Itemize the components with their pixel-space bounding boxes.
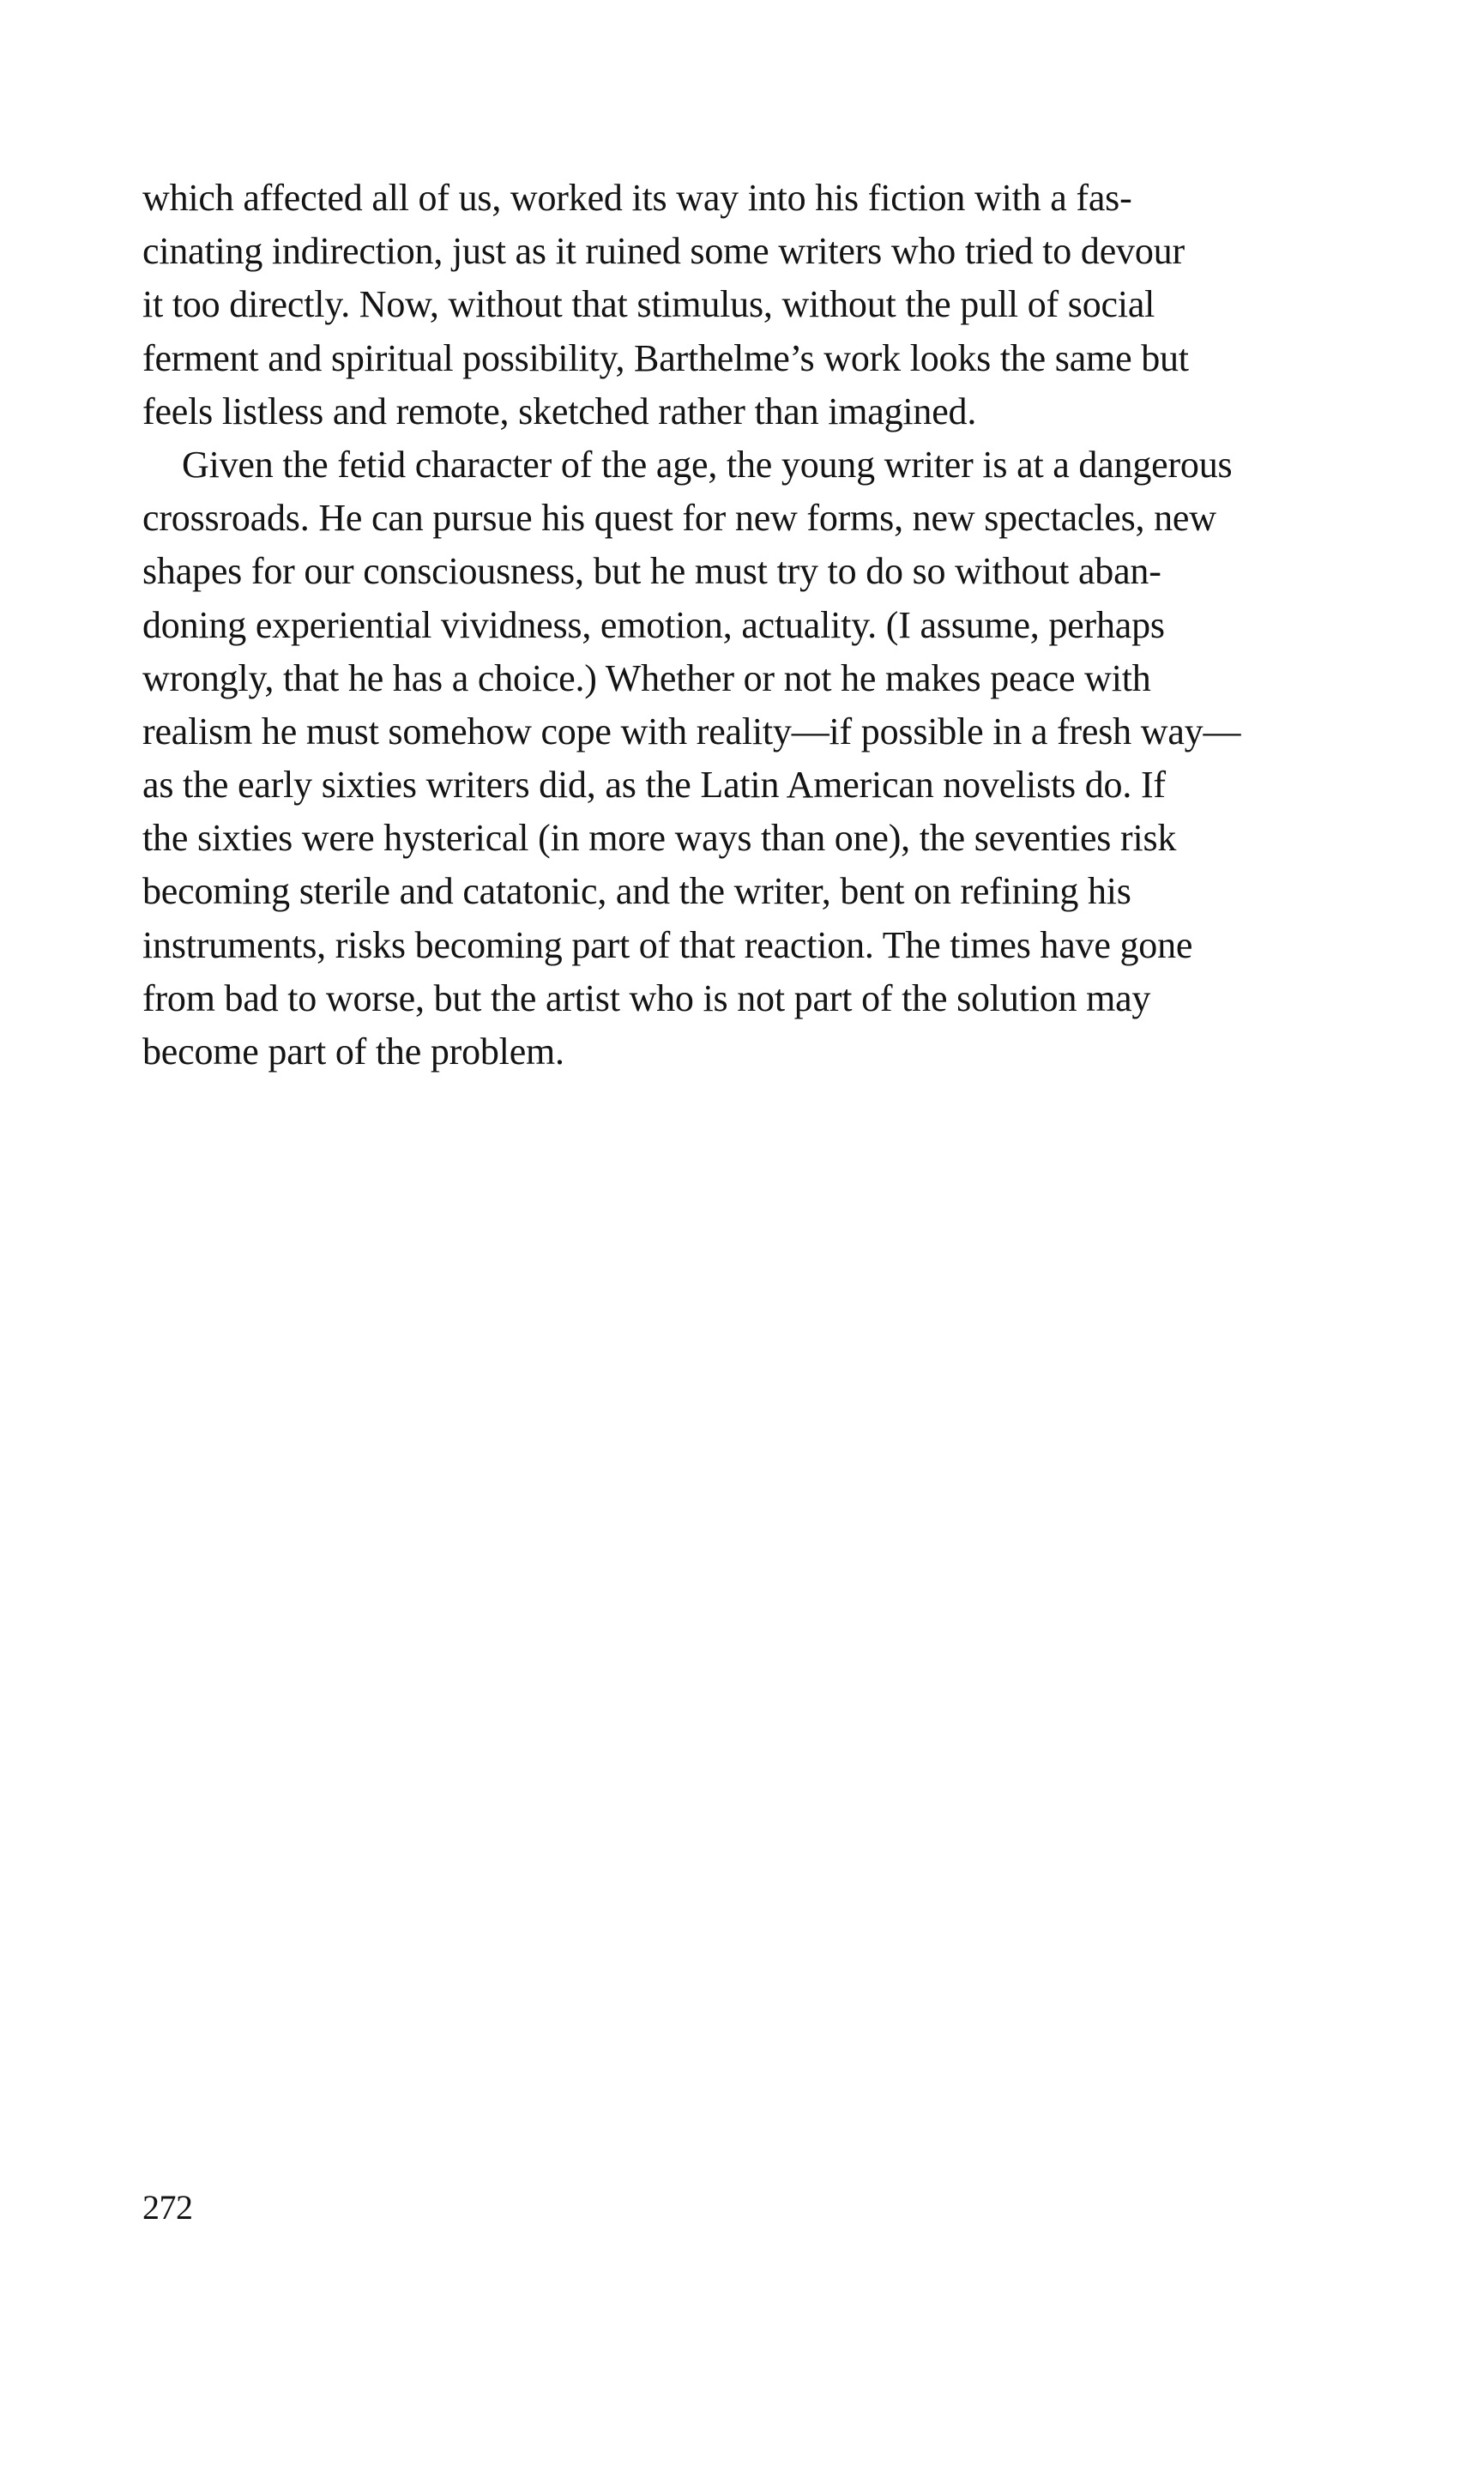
text-line: cinating indirection, just as it ruined some writers who tried to devour bbox=[142, 230, 1185, 273]
text-line: doning experiential vividness, emotion, actuality. (I assume, perhaps bbox=[142, 603, 1165, 646]
text-line: the sixties were hysterical (in more ways than one), the seventies risk bbox=[142, 817, 1177, 860]
text-line: it too directly. Now, without that stimulus, without the pull of social bbox=[142, 283, 1155, 326]
body-text bbox=[142, 172, 1360, 1079]
text-line: shapes for our consciousness, but he must try to do so without aban- bbox=[142, 550, 1161, 593]
text-line: wrongly, that he has a choice.) Whether or not he makes peace with bbox=[142, 656, 1151, 699]
text-line: feels listless and remote, sketched rather than imagined. bbox=[142, 390, 977, 432]
text-line: from bad to worse, but the artist who is not part of the solution may bbox=[142, 976, 1151, 1019]
paragraph-start-line: Given the fetid character of the age, the young writer is at a dangerous bbox=[182, 443, 1233, 486]
text-line: as the early sixties writers did, as the Latin American novelists do. If bbox=[142, 764, 1166, 807]
page-number: 272 bbox=[142, 2188, 193, 2227]
text-line: which affected all of us, worked its way into his fiction with a fas- bbox=[142, 177, 1132, 219]
text-line: realism he must somehow cope with reality—if possible in a fresh way— bbox=[142, 710, 1241, 752]
text-line: ferment and spiritual possibility, Barthelme’s work looks the same but bbox=[142, 336, 1189, 379]
text-line: instruments, risks becoming part of that reaction. The times have gone bbox=[142, 923, 1193, 966]
text-line: becoming sterile and catatonic, and the writer, bent on refining his bbox=[142, 870, 1131, 913]
text-line: crossroads. He can pursue his quest for new forms, new spectacles, new bbox=[142, 497, 1216, 540]
text-line: become part of the problem. bbox=[142, 1031, 564, 1073]
